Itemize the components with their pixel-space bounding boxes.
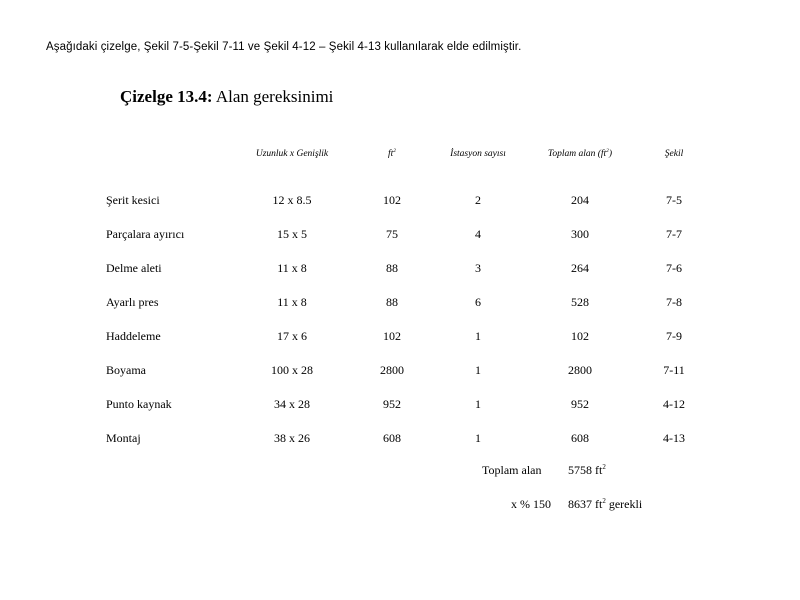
table-cell-figure: 7-6: [666, 261, 682, 275]
table-cell-dims: 17 x 6: [277, 329, 307, 343]
table-cell-dims: 11 x 8: [277, 261, 307, 275]
header-total-area-close: ): [608, 149, 613, 159]
header-ft2: [388, 149, 396, 159]
table-cell-stations: 2: [475, 193, 481, 207]
summary-total-value-text: 5758 ft: [568, 463, 603, 477]
table-title: [120, 87, 333, 107]
table-cell-ft2: 608: [383, 431, 401, 445]
table-cell-ft2: 88: [386, 295, 398, 309]
table-cell-ft2: 2800: [380, 363, 404, 377]
table-cell-ft2: 75: [386, 227, 398, 241]
table-cell-total: 2800: [568, 363, 592, 377]
table-cell-dims: 100 x 28: [271, 363, 313, 377]
table-cell-ft2: 102: [383, 193, 401, 207]
table-cell-ft2: 952: [383, 397, 401, 411]
table-cell-name: Montaj: [106, 431, 141, 445]
table-cell-ft2: 88: [386, 261, 398, 275]
table-cell-figure: 7-7: [666, 227, 682, 241]
table-cell-stations: 1: [475, 363, 481, 377]
intro-text: Aşağıdaki çizelge, Şekil 7-5-Şekil 7-11 ve Şekil 4-12 – Şekil 4-13 kullanılarak elde edilmiştir.: [46, 41, 522, 53]
summary-required-value-text: 8637 ft: [568, 497, 603, 511]
table-cell-dims: 12 x 8.5: [272, 193, 312, 207]
header-figure: Şekil: [664, 149, 684, 159]
table-cell-total: 528: [571, 295, 589, 309]
table-cell-total: 952: [571, 397, 589, 411]
table-cell-total: 204: [571, 193, 589, 207]
summary-required-suffix: gerekli: [605, 497, 643, 511]
table-cell-figure: 4-13: [663, 431, 685, 445]
table-cell-figure: 7-11: [663, 363, 685, 377]
table-cell-stations: 4: [475, 227, 481, 241]
table-cell-figure: 4-12: [663, 397, 685, 411]
table-cell-dims: 34 x 28: [274, 397, 310, 411]
table-cell-stations: 3: [475, 261, 481, 275]
table-cell-figure: 7-9: [666, 329, 682, 343]
table-cell-dims: 15 x 5: [277, 227, 307, 241]
table-cell-stations: 1: [475, 329, 481, 343]
table-title-label: Çizelge 13.4:: [120, 87, 213, 106]
table-cell-name: Şerit kesici: [106, 193, 160, 207]
table-cell-stations: 1: [475, 431, 481, 445]
table-cell-total: 102: [571, 329, 589, 343]
header-total-area-sup: 2: [606, 147, 609, 154]
header-dimensions: Uzunluk x Genişlik: [255, 149, 329, 159]
table-cell-ft2: 102: [383, 329, 401, 343]
summary-total-label: Toplam alan: [482, 463, 542, 477]
table-cell-name: Delme aleti: [106, 261, 162, 275]
table-cell-dims: 11 x 8: [277, 295, 307, 309]
table-cell-name: Boyama: [106, 363, 146, 377]
table-title-text: Alan gereksinimi: [215, 87, 334, 106]
table-cell-name: Parçalara ayırıcı: [106, 227, 185, 241]
table-cell-dims: 38 x 26: [274, 431, 310, 445]
header-ft2-sup: 2: [393, 147, 397, 154]
table-cell-figure: 7-8: [666, 295, 682, 309]
table-cell-total: 300: [571, 227, 589, 241]
table-cell-total: 608: [571, 431, 589, 445]
table-cell-figure: 7-5: [666, 193, 682, 207]
summary-total-value: [568, 463, 606, 478]
summary-factor-label: x % 150: [511, 497, 551, 511]
summary-required-sup: 2: [602, 497, 606, 505]
summary-required-value: [568, 497, 642, 512]
table-cell-name: Ayarlı pres: [106, 295, 159, 309]
table-cell-total: 264: [571, 261, 589, 275]
header-stations: İstasyon sayısı: [450, 149, 506, 159]
table-cell-stations: 1: [475, 397, 481, 411]
table-cell-stations: 6: [475, 295, 481, 309]
table-cell-name: Punto kaynak: [106, 397, 172, 411]
header-total-area-text: Toplam alan (ft: [547, 149, 607, 159]
header-ft2-text: ft: [387, 149, 394, 159]
table-cell-name: Haddeleme: [106, 329, 161, 343]
summary-total-sup: 2: [602, 463, 606, 471]
header-total-area: [548, 149, 612, 159]
